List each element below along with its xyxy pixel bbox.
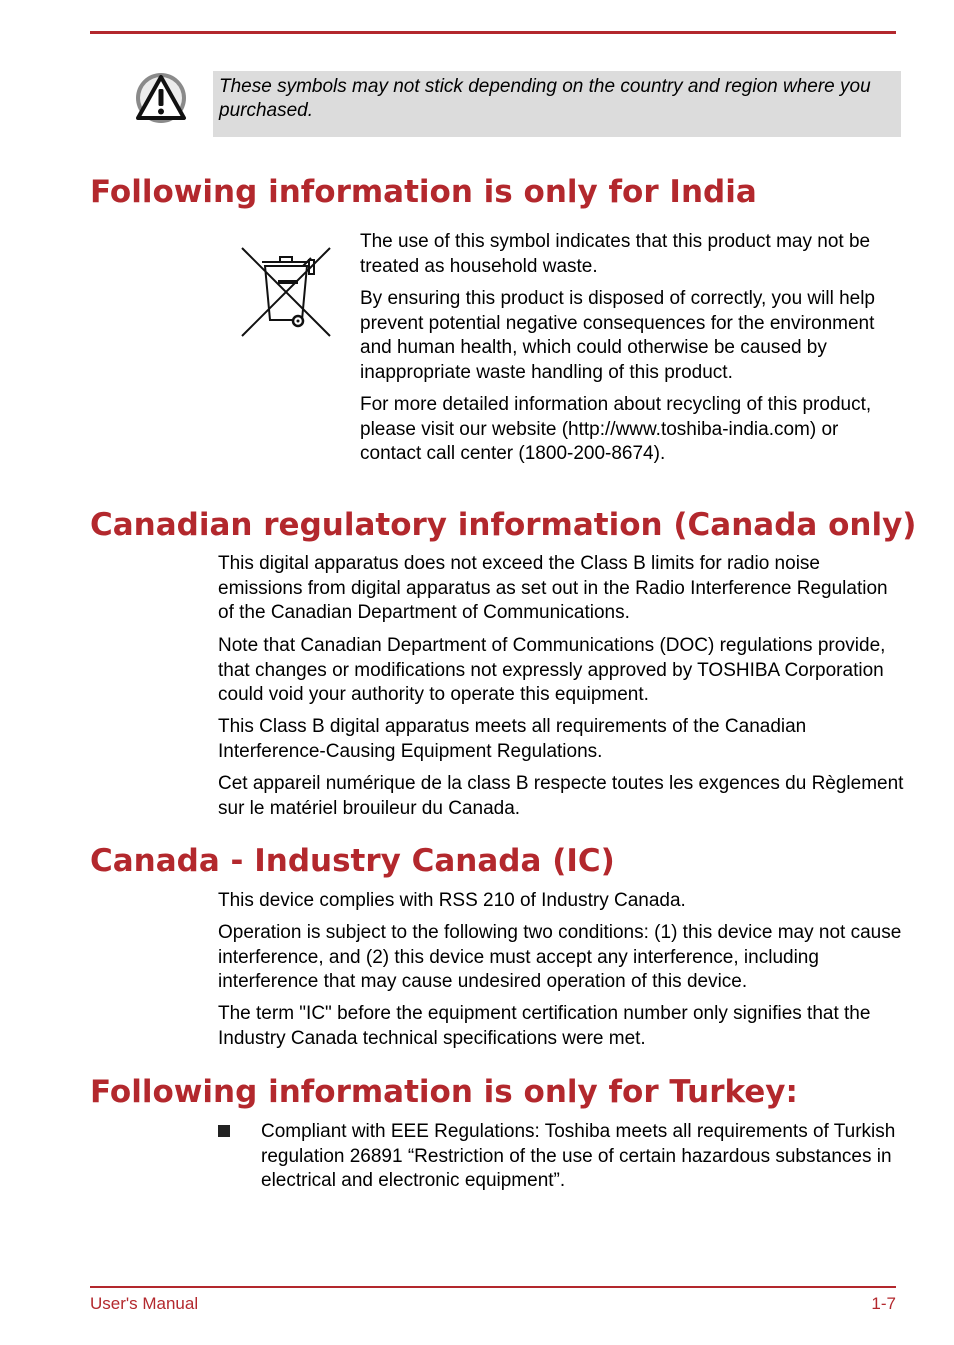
industry-canada-paragraph-2: Operation is subject to the following two conditions: (1) this device may not cause interference, and (2) this device must accept any interference, including interference that may cause undesired operation of this device.	[218, 922, 902, 992]
india-paragraph-1: The use of this symbol indicates that this product may not be treated as household waste.	[360, 231, 871, 277]
canada-regulatory-paragraph-1: This digital apparatus does not exceed the Class B limits for radio noise emissions from digital apparatus as set out in the Radio Interference Regulation of the Canadian Department of Communications.	[218, 553, 888, 623]
square-bullet-icon	[218, 1125, 230, 1137]
industry-canada-paragraph-1: This device complies with RSS 210 of Industry Canada.	[218, 890, 686, 911]
caution-icon	[133, 70, 189, 126]
india-paragraph-3: For more detailed information about recycling of this product, please visit our website (http://www.toshiba-india.com) or contact call center (1800-200-8674).	[360, 394, 872, 464]
turkey-bullet-text: Compliant with EEE Regulations: Toshiba meets all requirements of Turkish regulation 26891 “Restriction of the use of certain hazardous substances in electrical and electronic equipment”.	[261, 1121, 896, 1191]
header-rule	[90, 31, 896, 34]
crossed-out-wheelie-bin-icon	[238, 244, 334, 340]
india-heading: Following information is only for India	[90, 174, 757, 210]
canada-regulatory-paragraph-4: Cet appareil numérique de la class B respecte toutes les exgences du Règlement sur le matériel brouileur du Canada.	[218, 773, 904, 819]
turkey-heading: Following information is only for Turkey:	[90, 1074, 798, 1110]
canada-regulatory-heading: Canadian regulatory information (Canada only)	[90, 507, 917, 543]
india-paragraph-2: By ensuring this product is disposed of correctly, you will help prevent potential negative consequences for the environment and human health, which could otherwise be caused by inappropriate waste handling of this product.	[360, 288, 876, 383]
canada-regulatory-paragraph-2: Note that Canadian Department of Communications (DOC) regulations provide, that changes or modifications not expressly approved by TOSHIBA Corporation could void your authority to operate this equipment.	[218, 635, 886, 705]
note-box	[213, 71, 901, 137]
industry-canada-heading: Canada - Industry Canada (IC)	[90, 843, 615, 879]
canada-regulatory-paragraph-3: This Class B digital apparatus meets all requirements of the Canadian Interference-Causing Equipment Regulations.	[218, 716, 807, 762]
footer-manual-title: User's Manual	[90, 1294, 199, 1313]
footer-rule	[90, 1286, 896, 1288]
footer-page-number: 1-7	[871, 1294, 896, 1313]
note-text: These symbols may not stick depending on the country and region where you purchased.	[219, 76, 871, 121]
industry-canada-paragraph-3: The term "IC" before the equipment certification number only signifies that the Industry Canada technical specifications were met.	[218, 1003, 871, 1049]
